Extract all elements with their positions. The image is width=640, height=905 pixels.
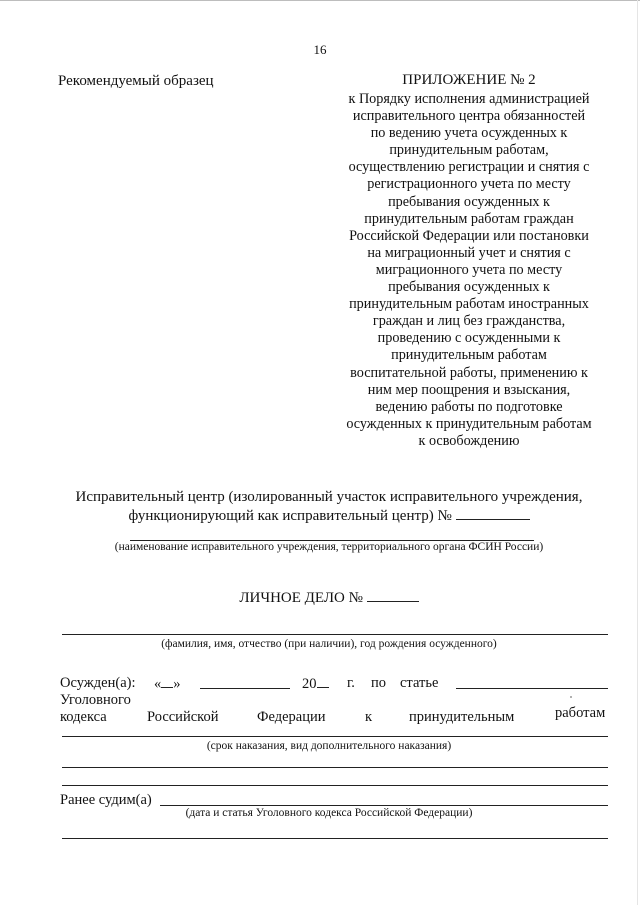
quote-open: « (154, 676, 162, 692)
article-word: статье (400, 675, 439, 691)
appendix-line: принудительным работам иностранных (349, 296, 589, 313)
personal-file-heading (40, 589, 618, 607)
appendix-line: к освобождению (418, 432, 520, 449)
recommended-sample-label: Рекомендуемый образец (58, 73, 214, 89)
term-line[interactable] (62, 736, 608, 737)
federation-word: Федерации (257, 709, 326, 725)
convicted-label: Осужден(а): (60, 675, 136, 691)
quote-close: » (173, 676, 181, 692)
appendix-line: принудительным работам (391, 347, 547, 364)
previous-conviction-extra-line[interactable] (62, 838, 608, 839)
term-extra-line-2[interactable] (62, 785, 608, 786)
year-blank[interactable] (317, 675, 329, 688)
institution-caption: (наименование исправительного учреждения, территориального органа ФСИН России) (114, 541, 544, 553)
scan-speck (570, 696, 572, 698)
appendix-line: принудительным работам, (389, 142, 549, 159)
appendix-line: осуществлению регистрации и снятия с (348, 159, 590, 176)
page-top-border (0, 0, 640, 1)
appendix-line: пребывания осужденных к (388, 279, 550, 296)
day-blank[interactable] (161, 675, 173, 688)
appendix-title: ПРИЛОЖЕНИЕ № 2 (402, 72, 536, 88)
criminal-word: Уголовного (60, 692, 131, 708)
appendix-line: пребывания осужденных к (388, 193, 550, 210)
appendix-line: исправительного центра обязанностей (352, 108, 586, 125)
page-right-border (637, 0, 638, 905)
appendix-line: к Порядку исполнения администрацией (348, 91, 590, 107)
term-caption: (срок наказания, вид дополнительного наказания) (206, 740, 452, 752)
term-extra-line-1[interactable] (62, 767, 608, 768)
institution-line-1: Исправительный центр (изолированный участок исправительного учреждения, (75, 489, 583, 505)
appendix-line: регистрационного учета по месту (367, 176, 571, 193)
year-suffix: г. (347, 675, 355, 691)
to-word: к (365, 709, 373, 725)
labor-word: работам (555, 705, 606, 721)
appendix-line: принудительным работам граждан (364, 210, 574, 227)
appendix-body (330, 91, 608, 450)
institution-line-2 (40, 507, 618, 525)
code-word: кодекса (60, 709, 107, 725)
appendix-line: проведению с осужденными к (377, 330, 561, 347)
convict-name-caption: (фамилия, имя, отчество (при наличии), год рождения осужденного) (161, 638, 497, 650)
appendix-line: граждан и лиц без гражданства, (372, 313, 566, 330)
year-prefix: 20 (302, 676, 317, 692)
forced-word: принудительным (409, 709, 515, 725)
appendix-line: воспитательной работы, применению к (350, 364, 588, 381)
page-number: 16 (313, 42, 327, 57)
convict-name-line[interactable] (62, 634, 608, 635)
institution-number-field[interactable] (456, 507, 530, 520)
date-year-field[interactable] (302, 675, 329, 693)
appendix-line: на миграционный учет и снятия с (367, 244, 571, 261)
date-month-field[interactable] (200, 688, 290, 689)
appendix-line: миграционного учета по месту (375, 261, 563, 278)
russian-word: Российской (147, 709, 219, 725)
by-word: по (371, 675, 387, 691)
appendix-line: осужденных к принудительным работам (346, 415, 592, 432)
institution-line-2-text: функционирующий как исправительный центр) № (128, 508, 452, 524)
personal-file-number-field[interactable] (367, 589, 419, 602)
appendix-line: по ведению учета осужденных к (370, 125, 568, 142)
previously-convicted-label: Ранее судим(а) (60, 792, 152, 808)
appendix-line: ним мер поощрения и взыскания, (367, 381, 571, 398)
appendix-line: ведению работы по подготовке (375, 398, 563, 415)
article-number-field[interactable] (456, 688, 608, 689)
appendix-line: Российской Федерации или постановки (349, 227, 589, 244)
personal-file-label: ЛИЧНОЕ ДЕЛО № (239, 590, 363, 606)
previous-conviction-caption: (дата и статья Уголовного кодекса Российской Федерации) (185, 807, 473, 819)
previous-conviction-field[interactable] (160, 805, 608, 806)
date-day-field[interactable] (154, 675, 181, 693)
